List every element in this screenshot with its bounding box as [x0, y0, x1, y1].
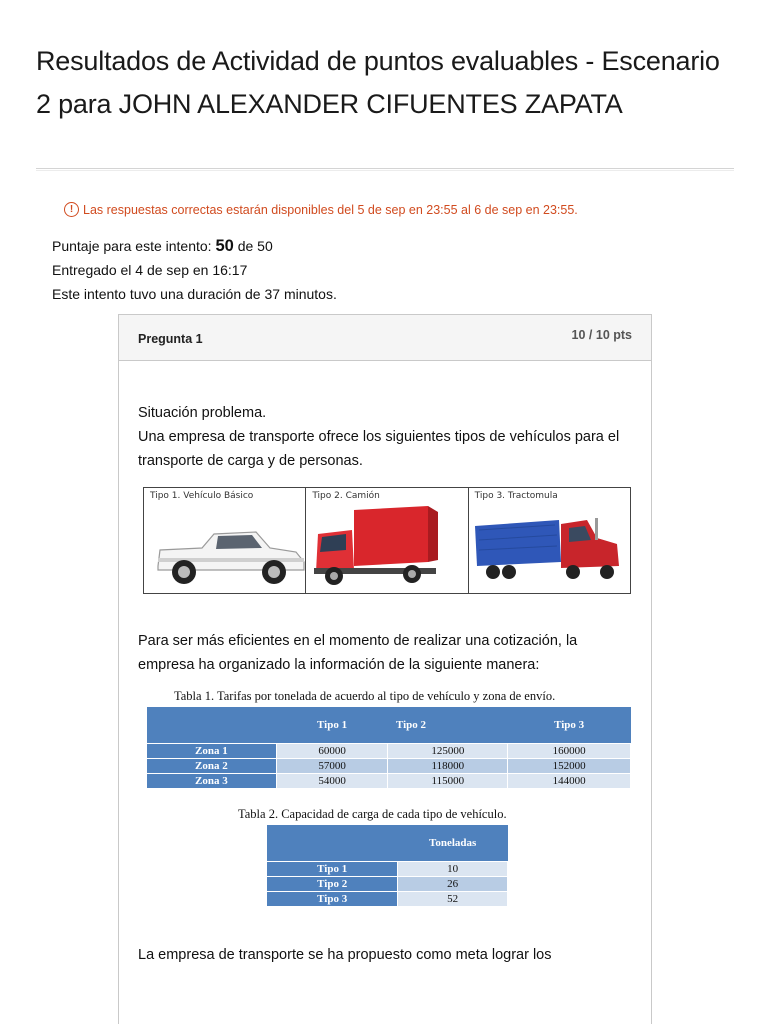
score-value: 50 [215, 237, 234, 255]
question-paragraph-2: Para ser más eficientes en el momento de realizar una cotización, la empresa ha organizado la información de la siguiente manera: [138, 633, 578, 673]
table-header-row [147, 707, 631, 743]
table-cell: 60000 [276, 743, 388, 758]
vehicle-type-3 [469, 488, 630, 593]
vehicle-type-2 [306, 488, 468, 593]
notice-text: Las respuestas correctas estarán disponibles del 5 de sep en 23:55 al 6 de sep en 23:55. [83, 202, 578, 217]
intro-line-2: Una empresa de transporte ofrece los siguientes tipos de vehículos para el transporte de carga y de personas. [138, 429, 620, 469]
submitted-line: Entregado el 4 de sep en 16:17 [52, 262, 248, 278]
table-header-row [267, 825, 508, 861]
score-line [52, 234, 337, 258]
vehicle-label: Tipo 1. Vehículo Básico [150, 491, 254, 501]
table-cell: 52 [398, 891, 508, 906]
vehicle-label: Tipo 2. Camión [312, 491, 380, 501]
question-header [119, 315, 651, 361]
table-2-caption: Tabla 2. Capacidad de carga de cada tipo de vehículo. [238, 807, 507, 821]
table-cell: 115000 [388, 773, 508, 788]
table-header-cell [147, 707, 277, 743]
table-row [267, 891, 508, 906]
table-cell: 152000 [508, 758, 631, 773]
table-cell: 26 [398, 876, 508, 891]
row-label: Tipo 1 [267, 861, 398, 876]
vehicle-type-1 [144, 488, 306, 593]
question-intro [138, 401, 633, 473]
pickup-truck-icon [144, 504, 318, 592]
table-row [147, 773, 631, 788]
table-header-cell [267, 825, 398, 861]
table-cell: 57000 [276, 758, 388, 773]
table-cell: 125000 [388, 743, 508, 758]
capacity-table [266, 825, 508, 907]
attempt-summary [52, 234, 337, 306]
page-title: Resultados de Actividad de puntos evaluables - Escenario 2 para JOHN ALEXANDER CIFUENTES ZAPATA [36, 46, 720, 119]
table-row [267, 861, 508, 876]
vehicle-label: Tipo 3. Tractomula [474, 491, 558, 501]
question-paragraph-3: La empresa de transporte se ha propuesto como meta lograr los [138, 947, 552, 963]
notice-banner [64, 202, 578, 217]
duration-line: Este intento tuvo una duración de 37 minutos. [52, 286, 337, 302]
vehicle-types-figure [143, 487, 631, 594]
table-1-caption: Tabla 1. Tarifas por tonelada de acuerdo al tipo de vehículo y zona de envío. [174, 689, 556, 703]
table-row [147, 743, 631, 758]
row-label: Tipo 3 [267, 891, 398, 906]
title-divider [36, 168, 734, 171]
row-label: Zona 3 [147, 773, 277, 788]
table-header-cell: Tipo 2 [388, 707, 508, 743]
question-points: 10 / 10 pts [571, 328, 632, 342]
box-truck-icon [306, 504, 456, 592]
table-header-cell: Tipo 3 [508, 707, 631, 743]
table-row [267, 876, 508, 891]
table-row [147, 758, 631, 773]
table-header-cell: Toneladas [398, 825, 508, 861]
intro-line-1: Situación problema. [138, 405, 267, 421]
score-suffix: de 50 [233, 238, 273, 254]
row-label: Zona 2 [147, 758, 277, 773]
row-label: Tipo 2 [267, 876, 398, 891]
question-card [118, 314, 652, 1024]
semi-truck-icon [469, 504, 629, 592]
table-cell: 118000 [388, 758, 508, 773]
row-label: Zona 1 [147, 743, 277, 758]
score-prefix: Puntaje para este intento: [52, 238, 216, 254]
table-header-cell: Tipo 1 [276, 707, 388, 743]
table-cell: 10 [398, 861, 508, 876]
rates-table [146, 707, 631, 789]
question-title: Pregunta 1 [138, 332, 203, 346]
table-cell: 160000 [508, 743, 631, 758]
table-cell: 54000 [276, 773, 388, 788]
table-cell: 144000 [508, 773, 631, 788]
alert-circle-icon: ! [64, 202, 79, 217]
